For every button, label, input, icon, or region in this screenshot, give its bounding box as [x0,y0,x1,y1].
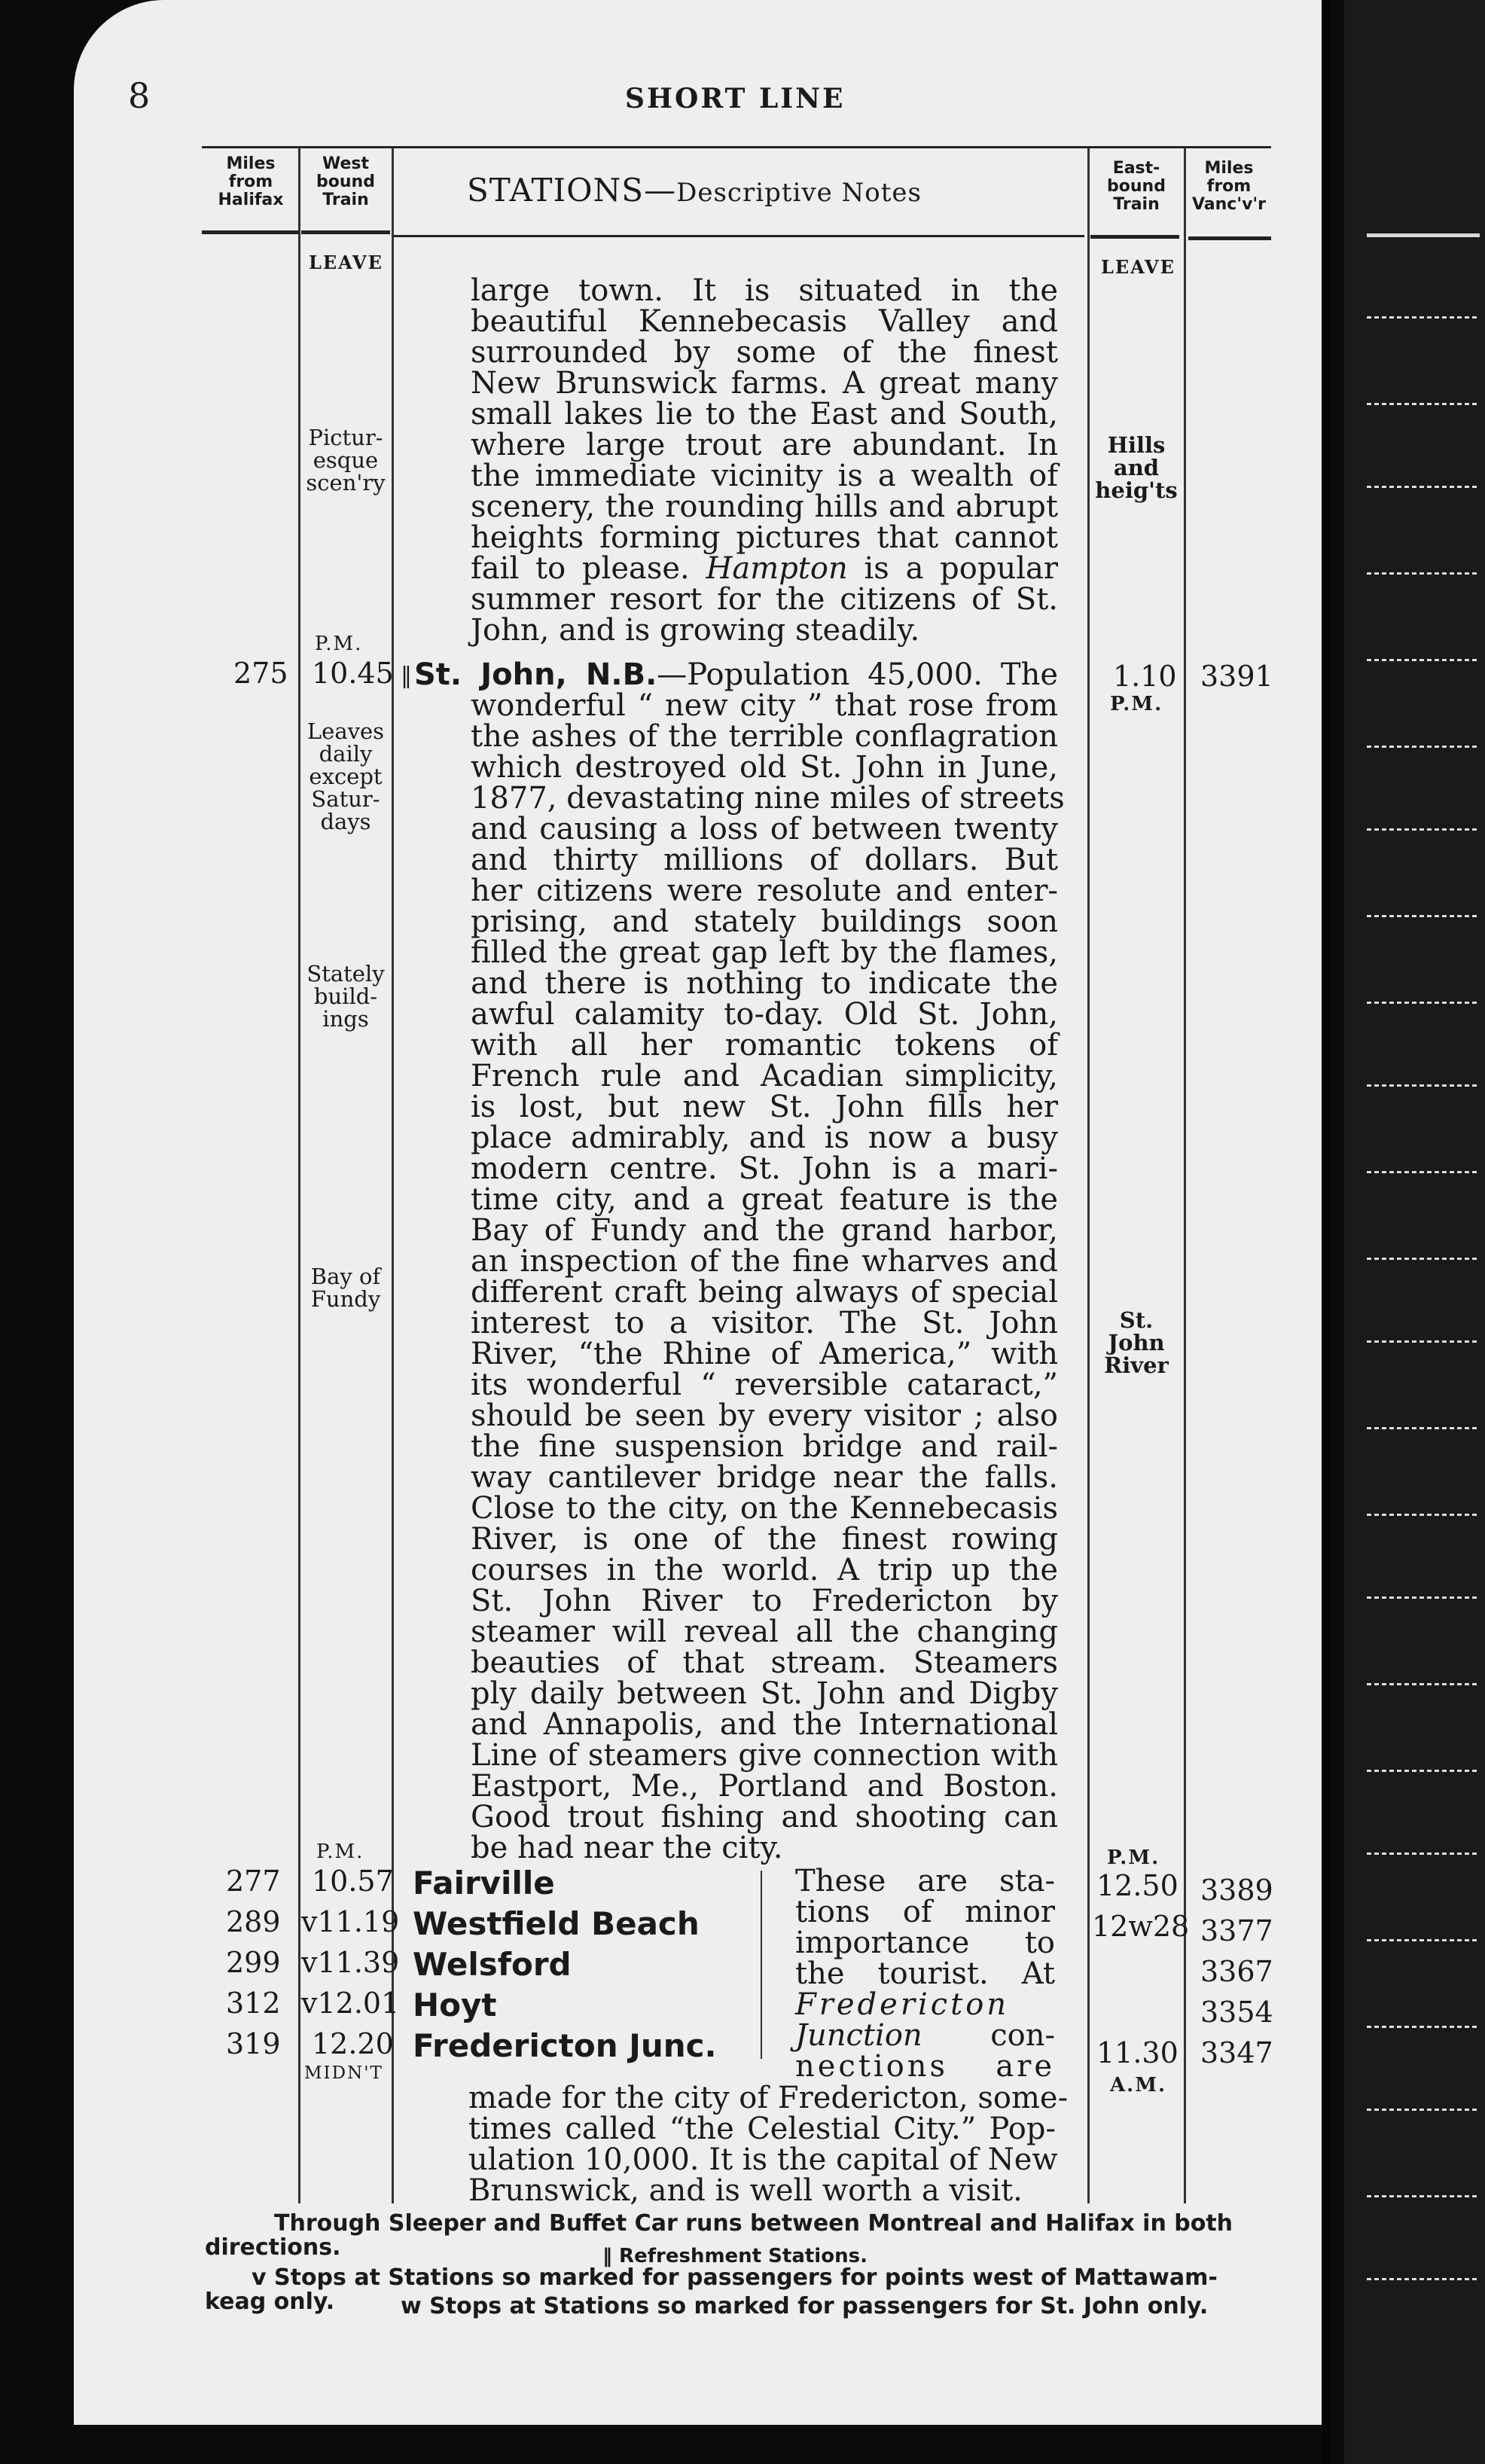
stjohn-pm-label: P.M. [315,633,363,655]
page-number: 8 [128,75,151,116]
leave-label-east: LEAVE [1101,256,1175,278]
footnote-keag: keag only. [205,2289,335,2315]
facing-page-rule [1367,403,1480,405]
col-head-stations: STATIONS—Descriptive Notes [467,172,922,209]
facing-page-rule [1367,1514,1480,1516]
facing-page-rule [1367,2195,1480,2197]
minor-pm-right: P.M. [1107,1846,1160,1869]
header-rule-miles-vancouver [1188,236,1271,240]
footnote-w-stops: w Stops at Stations so marked for passengers for St. John only. [401,2293,1209,2319]
col-head-west-bound: West bound Train [316,154,375,209]
header-top-rule [202,146,1271,148]
facing-page-rule [1367,1683,1480,1685]
facing-page-rule [1367,572,1480,575]
stjohn-east-time: 1.10 [1113,660,1177,693]
am-label: A.M. [1110,2074,1167,2097]
facing-page-rule [1367,915,1480,917]
footnote-refreshment: ‖ Refreshment Stations. [602,2245,868,2267]
intro-paragraph: large town. It is situated in the beautiful Kennebecasis Valley and surrounded by some of the finest New Brunswick farms. A great many small lakes lie to the East and South, where large trout are abundant. In the immediate vicinity is a wealth of scenery, the rounding hills and abrupt heights forming pictures that cannot fail to please. Hampton is a popular summer resort for the citizens of St. John, and is growing steadily. [471,273,1058,648]
footnote-v-stops: v Stops at Stations so marked for passengers for points west of Mattawam- [252,2264,1218,2291]
facing-page-rule [1367,1258,1480,1260]
header-rule-west [301,230,390,234]
header-rule-miles-halifax [202,230,298,234]
minor-stations-note: These are sta- tions of minor importance to the tourist. At Fredericton Junction con- nections are [795,1864,1055,2084]
facing-page-rule [1367,1171,1480,1173]
station-name-hoyt: Hoyt [413,1987,497,2023]
facing-page-rule [1367,1770,1480,1772]
footnote-directions: directions. [205,2234,341,2261]
stjohn-paragraph: St. John, N.B.—Population 45,000. The [414,657,1058,692]
stjohn-miles-vancouver: 3391 [1200,660,1273,693]
station-name-fredericton-junc: Fredericton Junc. [413,2027,717,2064]
facing-page-rule [1367,233,1480,237]
header-rule-east [1090,235,1179,239]
side-note-leaves-daily: Leaves daily except Satur- days [306,718,385,834]
side-note-picturesque: Pictur- esque scen'ry [306,425,386,496]
leave-label-west: LEAVE [309,252,383,273]
facing-page-rule [1367,2278,1480,2280]
facing-page-rule [1367,659,1480,661]
facing-page-rule [1367,1002,1480,1004]
column-rule-4 [1184,148,1186,2203]
page-gutter [1322,0,1331,2464]
facing-page-edge [1344,0,1485,2464]
facing-page-rule [1367,1084,1480,1087]
facing-page-rule [1367,828,1480,831]
col-head-east-bound: East- bound Train [1107,159,1166,214]
header-rule-main [393,235,1084,237]
side-note-stately-buildings: Stately build- ings [306,961,385,1032]
facing-page-rule [1367,2109,1480,2111]
col-head-miles-vancouver: Miles from Vanc'v'r [1191,159,1267,214]
station-name-stjohn: St. John, N.B. [414,657,657,692]
station-name-welsford: Welsford [413,1946,572,1983]
fredericton-paragraph: made for the city of Fredericton, some- times called “the Celestial City.” Pop- ulation 10,000. It is the capital of New Brunswick, and is well worth a visit. [468,2081,1069,2208]
col-head-miles-halifax: Miles from Halifax [218,154,284,209]
side-note-hills: Hills and heig'ts [1095,432,1178,503]
facing-page-rule [1367,316,1480,319]
stjohn-east-pm: P.M. [1110,693,1163,715]
facing-page-rule [1367,1853,1480,1855]
station-name-westfield-beach: Westfield Beach [413,1905,700,1942]
intro-italic-hampton: Hampton [706,551,848,586]
stjohn-west-time: 10.45 [312,657,394,690]
stjohn-miles-halifax: 275 [233,657,288,690]
minor-pm-left: P.M. [316,1840,364,1863]
stjohn-description: wonderful “ new city ” that rose from the ashes of the terrible conflagration which destroyed old St. John in June, 1877, devastating nine miles of streets and causing a loss of between twenty and thirty millions of dollars. But her citizens were resolute and enter- prising, and stately buildings soon filled the great gap left by the flames, and there is nothing to indicate the awful calamity to-day. Old St. John, with all her romantic tokens of French rule and Acadian simplicity, is lost, but new St. John fills her place admirably, and is now a busy modern centre. St. John is a mari- time city, and a great feature is the Bay of Fundy and the grand harbor, an inspection of the fine wharves and different craft being always of special interest to a visitor. The St. John River, “the Rhine of America,” with its wonderful “ reversible cataract,” should be seen by every visitor ; also the fine suspension bridge and rail- way cantilever bridge near the falls. Close to the city, on the Kennebecasis River, is one of the finest rowing courses in the world. A trip up the St. John River to Fredericton by steamer will reveal all the changing beauties of that stream. Steamers ply daily between St. John and Digby and Annapolis, and the International Line of steamers give connection with Eastport, Me., Portland and Boston. Good trout fishing and shooting can be had near the city. [471,688,1065,1865]
facing-page-rule [1367,746,1480,748]
refreshment-mark: ‖ [401,663,412,689]
minor-note-rule [761,1871,762,2059]
facing-page-rule [1367,1596,1480,1599]
side-note-bay-of-fundy: Bay of Fundy [310,1264,381,1312]
facing-page-rule [1367,1939,1480,1941]
facing-page-rule [1367,1427,1480,1429]
midnight-label: MIDN'T [304,2063,383,2083]
facing-page-rule [1367,1340,1480,1343]
side-note-stjohn-river: St. John River [1104,1307,1169,1378]
running-head: SHORT LINE [625,83,846,114]
facing-page-rule [1367,486,1480,488]
station-name-fairville: Fairville [413,1865,555,1901]
facing-page-rule [1367,2026,1480,2028]
footnote-sleeper: Through Sleeper and Buffet Car runs between Montreal and Halifax in both [274,2210,1233,2237]
